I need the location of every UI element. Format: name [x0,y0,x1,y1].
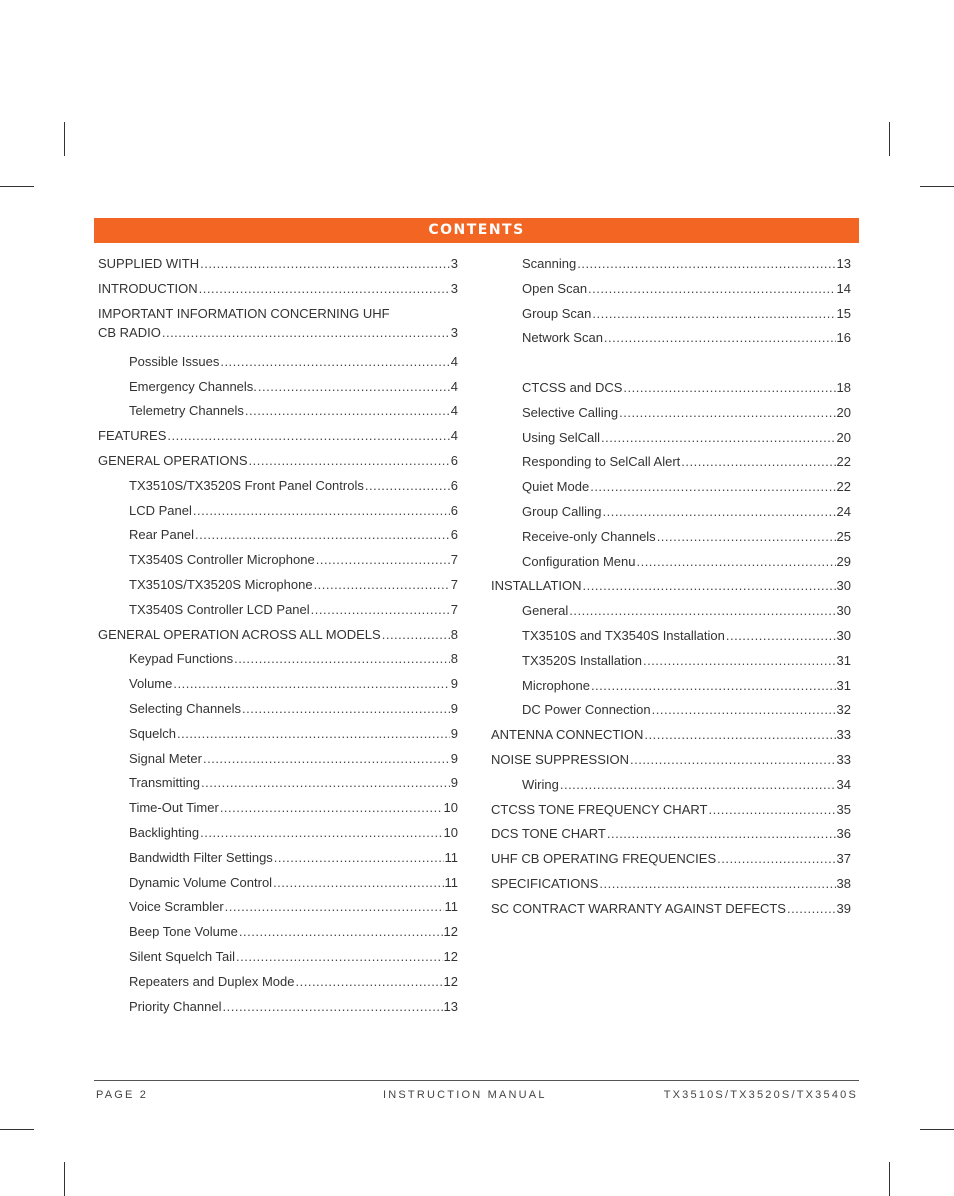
dot-leader [644,727,835,743]
crop-mark [64,1162,65,1196]
footer-page-number: PAGE 2 [96,1089,149,1101]
toc-entry-page-number: 22 [836,479,851,495]
toc-entry[interactable] [491,727,851,743]
dot-leader [708,802,835,818]
toc-entry-label: Configuration Menu [522,553,636,569]
dot-leader [382,627,450,643]
dot-leader [365,478,450,494]
toc-entry-page-number: 10 [443,800,458,816]
contents-banner [94,218,859,243]
dot-leader [583,578,836,594]
toc-entry-page-number: 3 [450,280,458,296]
toc-entry-page-number: 9 [450,676,458,692]
dot-leader [200,256,450,272]
dot-leader [643,653,836,669]
dot-leader [601,430,835,446]
toc-entry-label: GENERAL OPERATIONS [98,453,248,469]
dot-leader [199,281,450,297]
toc-entry-label-line1: IMPORTANT INFORMATION CONCERNING UHF [98,305,390,321]
toc-entry-page-number: 31 [836,677,851,693]
dot-leader [177,726,450,742]
toc-entry[interactable] [98,602,458,618]
toc-entry[interactable] [491,405,851,421]
dot-leader [201,775,450,791]
toc-entry-label: Group Calling [522,503,602,519]
toc-entry-page-number: 37 [836,851,851,867]
toc-entry-label: CTCSS TONE FREQUENCY CHART [491,801,708,817]
dot-leader [245,403,450,419]
toc-entry-page-number: 30 [836,578,851,594]
dot-leader [604,330,836,346]
toc-entry[interactable] [98,775,458,791]
toc-entry[interactable] [98,751,458,767]
toc-entry[interactable] [491,578,851,594]
toc-spacer [491,351,851,376]
toc-entry[interactable] [98,875,458,891]
toc-entry[interactable] [491,653,851,669]
toc-entry-label: Signal Meter [129,750,202,766]
crop-mark [920,186,954,187]
toc-entry-page-number: 11 [444,899,458,915]
toc-entry-page-number: 13 [836,256,851,271]
toc-entry[interactable] [98,577,458,593]
toc-entry-label: Scanning [522,256,577,271]
toc-entry[interactable] [98,453,458,469]
toc-entry-label: TX3540S Controller LCD Panel [129,601,310,617]
toc-entry[interactable] [98,800,458,816]
toc-entry[interactable] [491,479,851,495]
toc-entry-label: CTCSS and DCS [522,379,623,395]
toc-entry[interactable] [491,529,851,545]
toc-entry[interactable] [491,256,851,272]
toc-entry-page-number: 31 [836,652,851,668]
toc-entry-page-number: 25 [836,528,851,544]
toc-entry-label: Volume [129,676,173,692]
toc-entry-page-number: 3 [450,256,458,271]
toc-entry-label: DCS TONE CHART [491,826,606,842]
dot-leader [630,752,836,768]
dot-leader [592,306,835,322]
crop-mark [920,1129,954,1130]
toc-entry-label: Possible Issues [129,353,220,369]
crop-mark [64,122,65,156]
toc-entry[interactable] [98,379,458,395]
dot-leader [588,281,835,297]
toc-entry[interactable] [98,256,458,272]
toc-entry-label: Repeaters and Duplex Mode [129,973,295,989]
toc-entry-page-number: 6 [450,453,458,469]
dot-leader [296,974,443,990]
toc-entry-page-number: 10 [443,825,458,841]
toc-entry-label: Rear Panel [129,527,195,543]
toc-entry[interactable] [98,503,458,519]
toc-entry[interactable] [491,330,851,346]
dot-leader [273,875,443,891]
toc-entry-page-number: 8 [450,626,458,642]
toc-entry[interactable] [98,302,458,350]
dot-leader [311,602,450,618]
toc-entry-page-number: 4 [450,378,458,394]
dot-leader [220,354,449,370]
toc-entry[interactable] [491,678,851,694]
toc-entry-page-number: 6 [450,477,458,493]
toc-entry-page-number: 12 [443,949,458,965]
toc-entry-page-number: 39 [836,900,851,916]
toc-entry-page-number: 12 [443,973,458,989]
toc-entry-label: Bandwidth Filter Settings [129,849,273,865]
toc-entry-label: Open Scan [522,280,588,296]
toc-entry-page-number: 7 [450,577,458,593]
dot-leader [717,851,835,867]
toc-entry-page-number: 32 [836,702,851,718]
toc-entry-label: Quiet Mode [522,479,590,495]
toc-entry-label: NOISE SUPPRESSION [491,751,629,767]
toc-entry-label: Using SelCall [522,429,601,445]
dot-leader [560,777,836,793]
dot-leader [220,800,443,816]
toc-entry-label: ANTENNA CONNECTION [491,727,644,743]
toc-entry-page-number: 34 [836,776,851,792]
toc-entry-page-number: 33 [836,727,851,743]
toc-entry[interactable] [98,428,458,444]
toc-entry[interactable] [491,603,851,619]
toc-entry[interactable] [491,380,851,396]
dot-leader [274,850,444,866]
toc-entry-page-number: 12 [443,924,458,940]
toc-left-column [98,252,458,1019]
toc-entry-page-number: 7 [450,552,458,568]
toc-entry-page-number: 9 [450,750,458,766]
toc-entry-page-number: 7 [450,601,458,617]
toc-entry-label: TX3520S Installation [522,652,642,668]
toc-entry-page-number: 3 [450,324,458,340]
toc-entry[interactable] [98,999,458,1015]
toc-entry-label: Priority Channel [129,998,222,1014]
toc-entry-label: Telemetry Channels [129,403,244,419]
toc-entry-label: TX3510S/TX3520S Front Panel Controls [129,477,364,493]
toc-entry-label: SPECIFICATIONS [491,875,599,891]
toc-entry[interactable] [98,825,458,841]
toc-entry-page-number: 11 [444,849,458,865]
toc-entry[interactable] [98,627,458,643]
toc-entry-page-number: 22 [836,454,851,470]
crop-mark [0,186,34,187]
footer-manual-title: INSTRUCTION MANUAL [383,1089,547,1101]
toc-entry-label: Emergency Channels. [129,378,257,394]
dot-leader [249,453,450,469]
toc-entry-page-number: 33 [836,751,851,767]
toc-entry[interactable] [98,924,458,940]
toc-entry-page-number: 13 [443,998,458,1014]
dot-leader [623,380,835,396]
toc-entry[interactable] [491,306,851,322]
dot-leader [652,702,836,718]
toc-entry-page-number: 9 [450,725,458,741]
toc-entry[interactable] [491,702,851,718]
footer-model-numbers: TX3510S/TX3520S/TX3540S [663,1089,858,1101]
toc-entry[interactable] [98,850,458,866]
toc-entry[interactable] [98,899,458,915]
toc-entry-page-number: 8 [450,651,458,667]
toc-entry[interactable] [491,504,851,520]
dot-leader [234,651,450,667]
toc-entry-page-number: 4 [450,403,458,419]
dot-leader [167,428,449,444]
dot-leader [239,924,443,940]
dot-leader [619,405,835,421]
toc-entry[interactable] [491,752,851,768]
toc-entry-page-number: 9 [450,701,458,717]
toc-entry-label: Backlighting [129,825,200,841]
toc-entry-label: FEATURES [98,428,167,444]
crop-mark [0,1129,34,1130]
dot-leader [636,554,835,570]
toc-right-column [491,252,851,922]
toc-entry-page-number: 14 [836,280,851,296]
toc-entry[interactable] [491,430,851,446]
toc-entry-label: Receive-only Channels [522,528,656,544]
toc-entry[interactable] [98,478,458,494]
toc-entry[interactable] [98,527,458,543]
toc-entry[interactable] [98,651,458,667]
dot-leader [787,901,836,917]
toc-entry-label: General [522,603,569,619]
toc-entry[interactable] [98,354,458,370]
toc-entry-label: CB RADIO [98,324,161,340]
toc-entry-page-number: 36 [836,826,851,842]
toc-entry[interactable] [98,701,458,717]
toc-entry-page-number: 30 [836,627,851,643]
toc-entry-label: TX3540S Controller Microphone [129,552,315,568]
toc-entry-page-number: 30 [836,603,851,619]
toc-entry-page-number: 29 [836,553,851,569]
toc-entry[interactable] [491,777,851,793]
toc-entry-label: Network Scan [522,330,603,346]
toc-entry-label: Transmitting [129,775,201,791]
toc-entry[interactable] [98,403,458,419]
toc-entry-label: Selecting Channels [129,701,242,717]
toc-entry-label: INSTALLATION [491,578,582,594]
page-title: CONTENTS [428,222,525,238]
toc-entry-page-number: 15 [836,305,851,321]
dot-leader [314,577,450,593]
toc-entry[interactable] [491,802,851,818]
toc-entry-label: UHF CB OPERATING FREQUENCIES [491,851,717,867]
toc-entry-label: Squelch [129,725,176,741]
toc-entry[interactable] [491,876,851,892]
dot-leader [316,552,450,568]
toc-entry-label: INTRODUCTION [98,280,198,296]
crop-mark [889,122,890,156]
toc-entry-label: Group Scan [522,305,592,321]
toc-entry-page-number: 4 [450,353,458,369]
toc-entry-page-number: 18 [836,379,851,395]
toc-entry[interactable] [98,974,458,990]
dot-leader [569,603,835,619]
toc-entry-page-number: 38 [836,875,851,891]
dot-leader [195,527,450,543]
toc-entry-page-number: 16 [836,330,851,346]
toc-entry-label: Selective Calling [522,404,619,420]
toc-entry-page-number: 9 [450,775,458,791]
toc-entry-page-number: 20 [836,429,851,445]
dot-leader [203,751,450,767]
dot-leader [726,628,836,644]
toc-entry-page-number: 24 [836,503,851,519]
dot-leader [236,949,443,965]
toc-entry-label: Voice Scrambler [129,899,224,915]
dot-leader [599,876,835,892]
toc-entry-label: DC Power Connection [522,702,651,718]
toc-entry[interactable] [98,676,458,692]
dot-leader [577,256,835,272]
toc-entry-label: TX3510S and TX3540S Installation [522,627,725,643]
footer-divider [94,1080,859,1081]
dot-leader [590,479,835,495]
toc-entry[interactable] [491,281,851,297]
dot-leader [193,503,450,519]
toc-entry[interactable] [491,628,851,644]
toc-entry[interactable] [98,552,458,568]
dot-leader [223,999,443,1015]
toc-entry[interactable] [98,726,458,742]
dot-leader [607,826,836,842]
toc-entry-page-number: 20 [836,404,851,420]
dot-leader [200,825,442,841]
crop-mark [889,1162,890,1196]
toc-entry-page-number: 11 [444,874,458,890]
toc-entry-page-number: 6 [450,527,458,543]
toc-entry-label: GENERAL OPERATION ACROSS ALL MODELS [98,626,381,642]
toc-entry-label: Responding to SelCall Alert [522,454,681,470]
toc-entry[interactable] [491,851,851,867]
toc-entry-label: TX3510S/TX3520S Microphone [129,577,313,593]
toc-entry[interactable] [491,554,851,570]
toc-entry[interactable] [491,826,851,842]
toc-entry[interactable] [98,281,458,297]
toc-entry-page-number: 35 [836,801,851,817]
toc-entry-label: Silent Squelch Tail [129,949,235,965]
toc-entry-label: Time-Out Timer [129,800,219,816]
dot-leader [242,701,450,717]
dot-leader [591,678,836,694]
toc-entry[interactable] [491,901,851,917]
toc-entry-page-number: 4 [450,428,458,444]
toc-entry-label: SUPPLIED WITH [98,256,200,271]
dot-leader [681,454,835,470]
toc-entry-label: LCD Panel [129,502,192,518]
dot-leader [173,676,449,692]
dot-leader [162,325,450,341]
toc-entry-label: Keypad Functions [129,651,234,667]
toc-entry-label: Wiring [522,776,559,792]
dot-leader [225,899,444,915]
toc-entry-label: SC CONTRACT WARRANTY AGAINST DEFECTS [491,900,786,916]
dot-leader [603,504,836,520]
toc-entry[interactable] [98,949,458,965]
toc-entry[interactable] [491,454,851,470]
dot-leader [657,529,836,545]
toc-entry-label: Microphone [522,677,590,693]
toc-entry-label: Beep Tone Volume [129,924,238,940]
dot-leader [258,379,450,395]
toc-entry-page-number: 6 [450,502,458,518]
toc-entry-label: Dynamic Volume Control [129,874,273,890]
